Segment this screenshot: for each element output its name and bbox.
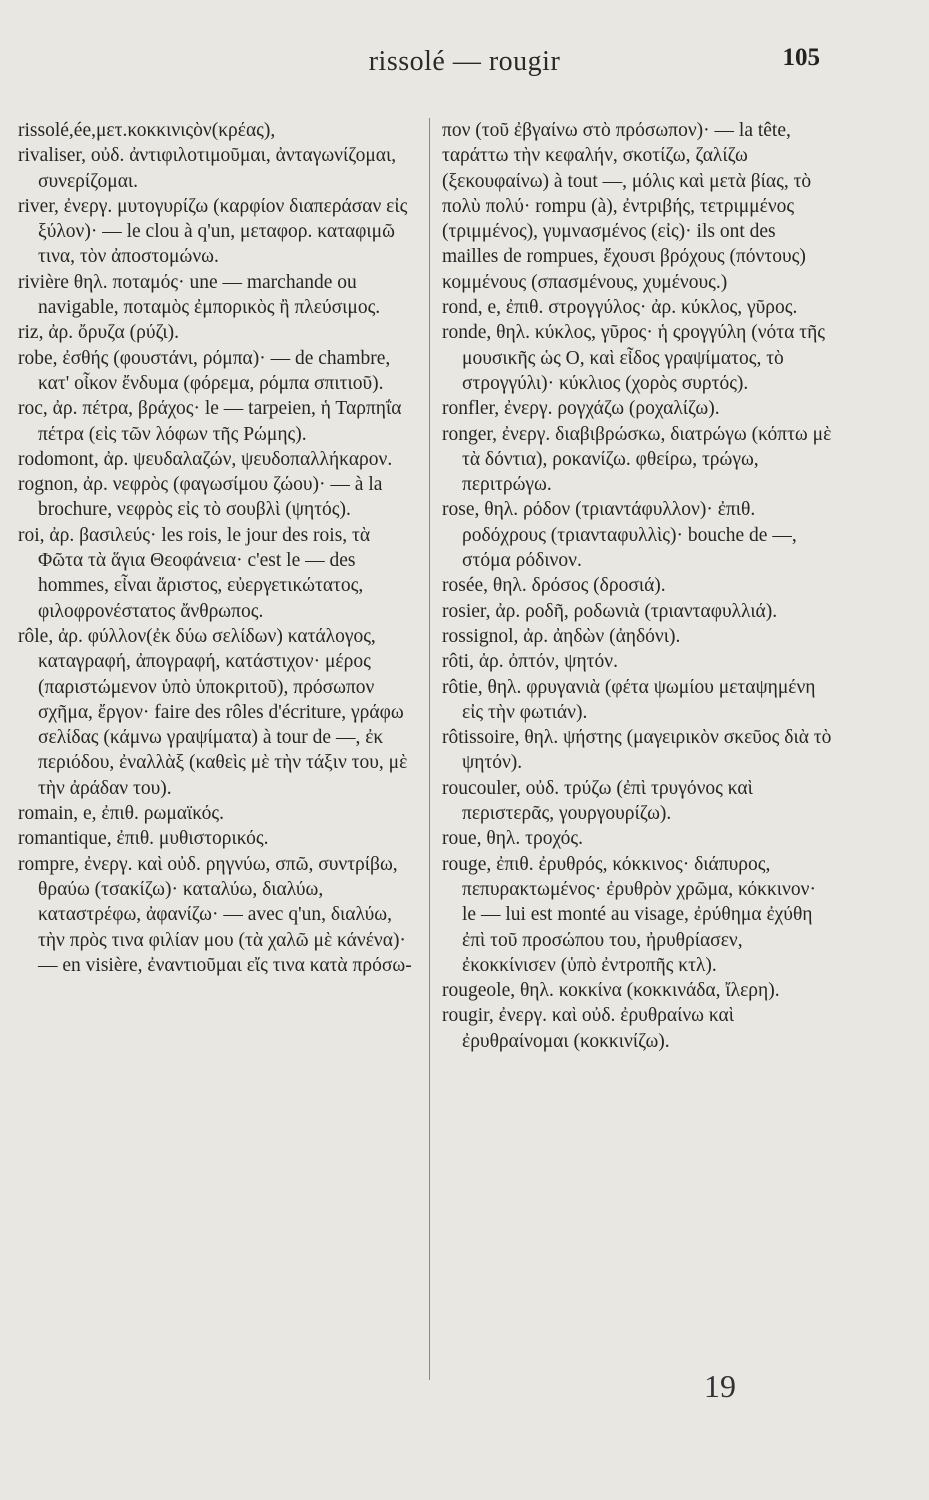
entry-roti: rôti, ἀρ. ὀπτόν, ψητόν. [442,651,618,673]
entry-rissole: rissolé,ée,μετ.κοκκινιςὸν(κρέας), [18,120,276,141]
entry-roue: roue, θηλ. τροχός. [442,828,584,850]
entry-rouge: rouge, ἐπιθ. ἐρυθρός, κόκκινος· διάπυρος, πεπυρακτωμένος· ἐρυθρὸν χρῶμα, κόκκινον· le — lui est monté au visage, ἐρύθημα ἐχύθη ἐπὶ τοῦ προσώπου του, ἠρυθρίασεν, ἐκοκκίνισεν (ὑπὸ ἐντροπῆς κτλ). [442,853,821,976]
entry-river: river, ἐνεργ. μυτογυρίζω (καρφίον διαπεράσαν εἰς ξύλον)· — le clou à q'un, μεταφορ. καταφιμῶ τινα, τὸν ἀποστομώνω. [18,195,413,268]
entry-rompre: rompre, ἐνεργ. καὶ οὐδ. ρηγνύω, σπῶ, συντρίβω, θραύω (τσακίζω)· καταλύω, διαλύω, καταστρέφω, ἀφανίζω· — avec q'un, διαλύω, τὴν πρὸς τινα φιλίαν μου (τὰ χαλῶ μὲ κάνένα)· — en visière, ἐναντιοῦμαι εἴς τινα κατὰ πρόσω- [18,853,412,976]
entry-roi: roi, ἀρ. βασιλεύς· les rois, le jour des rois, τὰ Φῶτα τὰ ἅγια Θεοφάνεια· c'est le — des hommes, εἶναι ἄριστος, εὐεργετικώτατος, φιλοφρονέστατος ἄνθρωπος. [18,524,375,622]
right-column [442,118,837,1054]
entry-rotissoire: rôtissoire, θηλ. ψήστης (μαγειρικὸν σκεῦος διὰ τὸ ψητόν). [442,727,837,774]
entry-romantique: romantique, ἐπιθ. μυθιστορικός. [18,828,269,850]
entry-rompre-continued: πον (τοῦ ἐβγαίνω στὸ πρόσωπον)· — la tête, ταράττω τὴν κεφαλήν, σκοτίζω, ζαλίζω (ξεκουφαίνω) à tout —, μόλις καὶ μετὰ βίας, τὸ πολὺ πολύ· rompu (à), ἐντριβής, τετριμμένος (τριμμένος), γυμνασμένος (εἰς)· ils ont des mailles de rompues, ἔχουσι βρόχους (πόντους) κομμένους (σπασμένους, χυμένους.) [442,120,817,293]
left-column [18,118,416,978]
entry-rond: rond, e, ἐπιθ. στρογγύλος· ἀρ. κύκλος, γῦρος. [442,297,798,319]
entry-rossignol: rossignol, ἀρ. ἀηδὼν (ἀηδόνι). [442,625,681,647]
page-number: 105 [782,44,820,71]
entry-ronde: ronde, θηλ. κύκλος, γῦρος· ἡ ςρογγύλη (νότα τῆς μουσικῆς ὡς O, καὶ εἶδος γραψίματος, τὸ στρογγύλι)· κύκλιος (χορὸς συρτός). [442,322,830,394]
entry-romain: romain, e, ἐπιθ. ρωμαϊκός. [18,803,224,825]
entry-riviere: rivière θηλ. ποταμός· une — marchande ou navigable, ποταμὸς ἐμπορικὸς ἢ πλεύσιμος. [18,271,381,319]
signature-mark: 19 [704,1368,736,1404]
entry-rougeole: rougeole, θηλ. κοκκίνα (κοκκινάδα, ἴλερη). [442,980,780,1002]
entry-ronger: ronger, ἐνεργ. διαβιβρώσκω, διατρώγω (κόπτω μὲ τὰ δόντια), ροκανίζω. φθείρω, τρώγω, περιτρώγω. [442,423,837,496]
entry-rosier: rosier, ἀρ. ροδῆ, ροδωνιὰ (τριανταφυλλιά). [442,600,778,622]
entry-robe: robe, ἐσθής (φουστάνι, ρόμπα)· — de chambre, κατ' οἶκον ἔνδυμα (φόρεμα, ρόμπα σπιτιοῦ). [18,347,396,394]
entry-rosee: rosée, θηλ. δρόσος (δροσιά). [442,575,666,597]
entry-rose: rose, θηλ. ρόδον (τριαντάφυλλον)· ἐπιθ. ροδόχρους (τριανταφυλλὶς)· bouche de —, στόμα ρόδινον. [442,499,802,572]
entry-ronfler: ronfler, ἐνεργ. ρογχάζω (ροχαλίζω). [442,398,720,420]
running-head: rissolé — rougir [368,46,561,77]
entry-rognon: rognon, ἀρ. νεφρὸς (φαγωσίμου ζώου)· — à la brochure, νεφρὸς εἰς τὸ σουβλὶ (ψητός). [18,474,388,521]
entry-roc: roc, ἀρ. πέτρα, βράχος· le — tarpeien, ἡ Ταρπηΐα πέτρα (εἰς τῶν λόφων τῆς Ρώμης). [18,398,407,445]
entry-roucouler: roucouler, οὐδ. τρύζω (ἐπὶ τρυγόνος καὶ περιστερᾶς, γουργουρίζω). [442,777,758,825]
entry-riz: riz, ἀρ. ὄρυζα (ρύζι). [18,322,180,344]
entry-rotie: rôtie, θηλ. φρυγανιὰ (φέτα ψωμίου μεταψημένη εἰς τὴν φωτιάν). [442,676,821,723]
entry-rodomont: rodomont, ἀρ. ψευδαλαζών, ψευδοπαλλήκαρον. [18,448,393,470]
entry-rivaliser: rivaliser, οὐδ. ἀντιφιλοτιμοῦμαι, ἀνταγωνίζομαι, συνερίζομαι. [18,145,402,192]
entry-role: rôle, ἀρ. φύλλον(ἐκ δύω σελίδων) κατάλογος, καταγραφή, ἀπογραφή, κατάστιχον· μέρος (παριστώμενον ὑπὸ ὑποκριτοῦ), πρόσωπον σχῆμα, ἔργον· faire des rôles d'écriture, γράφω σελίδας (κάμνω γραψίματα) à tour de —, ἐκ περιόδου, ἐναλλὰξ (καθεὶς μὲ τὴν τάξιν του, μὲ τὴν ἀράδαν του). [18,625,413,799]
column-divider [429,118,430,1380]
entry-rougir: rougir, ἐνεργ. καὶ οὐδ. ἐρυθραίνω καὶ ἐρυθραίνομαι (κοκκινίζω). [442,1005,739,1052]
